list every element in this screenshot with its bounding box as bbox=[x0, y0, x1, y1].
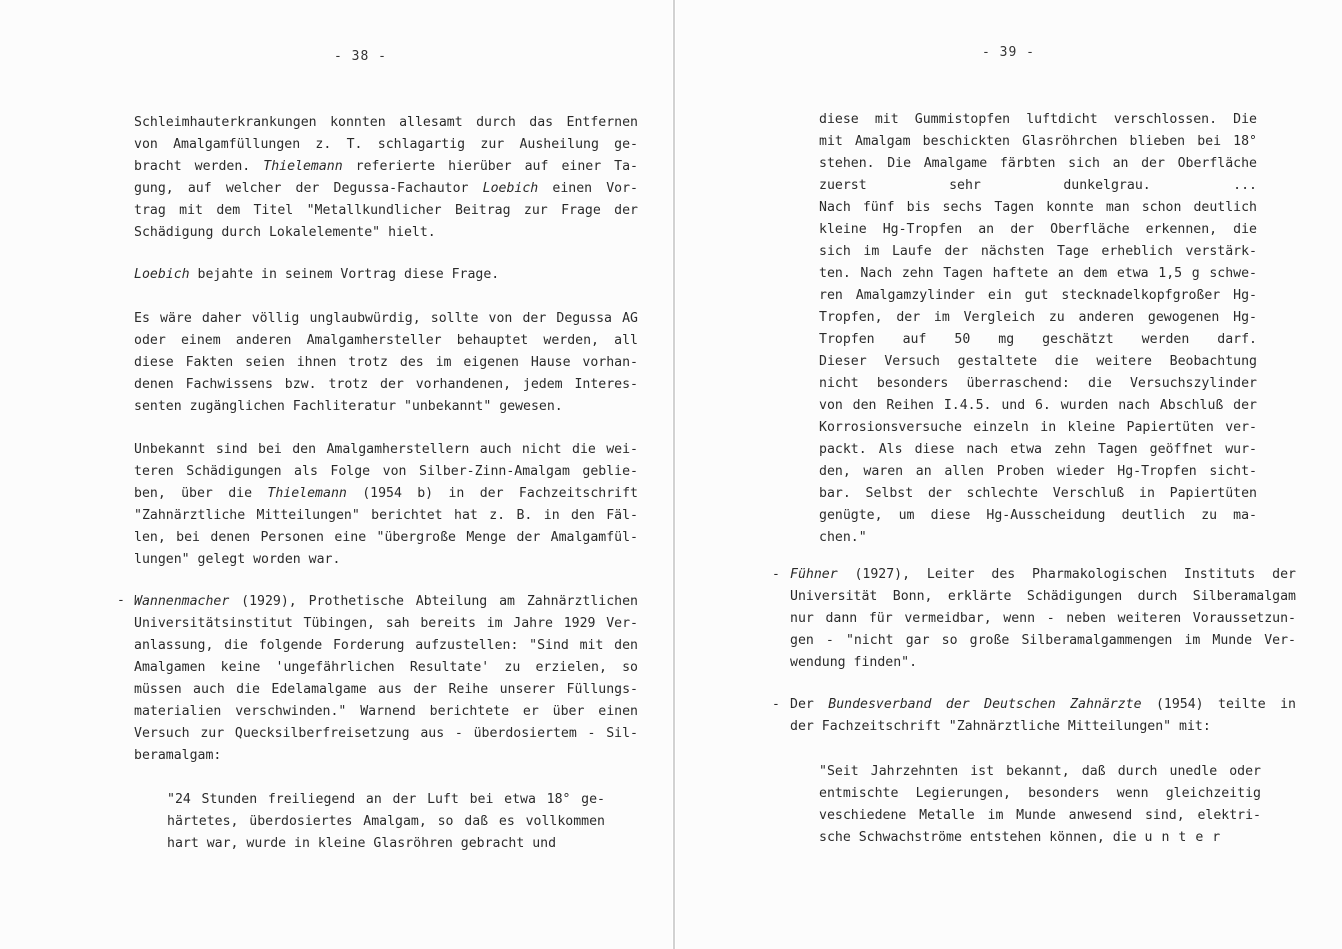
text-line: zuerst sehr dunkelgrau. ... bbox=[819, 178, 1257, 193]
text-line: Dieser Versuch gestaltete die weitere Beobachtung bbox=[819, 354, 1257, 369]
text-line: packt. Als diese nach etwa zehn Tagen geöffnet wur- bbox=[819, 442, 1257, 457]
text-line: sche Schwachströme entstehen können, die unter bbox=[819, 830, 1230, 845]
text-line: den, waren an allen Proben wieder Hg-Tropfen sicht- bbox=[819, 464, 1257, 479]
text-line: bracht werden. Thielemann referierte hierüber auf einer Ta- bbox=[134, 159, 638, 174]
paragraph-2 bbox=[134, 264, 638, 286]
text-line: stehen. Die Amalgame färbten sich an der Oberfläche bbox=[819, 156, 1257, 171]
italic-name: Thielemann bbox=[267, 486, 347, 501]
italic-name: Wannenmacher bbox=[134, 594, 230, 609]
bullet-dash: - bbox=[772, 697, 780, 712]
bullet-dash: - bbox=[772, 567, 780, 582]
bullet-bundesverband bbox=[790, 694, 1296, 738]
text-line: entmischte Legierungen, besonders wenn gleichzeitig bbox=[819, 786, 1261, 801]
italic-name: Thielemann bbox=[263, 159, 343, 174]
text-line: härtetes, überdosiertes Amalgam, so daß es vollkommen bbox=[167, 814, 605, 829]
text-line: gung, auf welcher der Degussa-Fachautor Loebich einen Vor- bbox=[134, 181, 638, 196]
text-line: oder einem anderen Amalgamhersteller behauptet werden, all bbox=[134, 333, 638, 348]
text-line: von den Reihen I.4.5. und 6. wurden nach Abschluß der bbox=[819, 398, 1257, 413]
text-line: veschiedene Metalle im Munde anwesend sind, elektri- bbox=[819, 808, 1261, 823]
text-line: genügte, um diese Hg-Ausscheidung deutlich zu ma- bbox=[819, 508, 1257, 523]
text-line: Unbekannt sind bei den Amalgamherstellern auch nicht die wei- bbox=[134, 442, 638, 457]
text-line: nur dann für vermeidbar, wenn - neben weiteren Voraussetzun- bbox=[790, 611, 1296, 626]
bullet-wannenmacher bbox=[134, 591, 638, 767]
spaced-emphasis: unter bbox=[1144, 830, 1230, 845]
text-line: Wannenmacher (1929), Prothetische Abteilung am Zahnärztlichen bbox=[134, 594, 638, 609]
text-line: ben, über die Thielemann (1954 b) in der Fachzeitschrift bbox=[134, 486, 638, 501]
text-line: nicht besonders überraschend: die Versuchszylinder bbox=[819, 376, 1257, 391]
italic-name: Loebich bbox=[134, 267, 190, 282]
text-line: bar. Selbst der schlechte Verschluß in Papiertüten bbox=[819, 486, 1257, 501]
text-line: Korrosionsversuche einzeln in kleine Papiertüten ver- bbox=[819, 420, 1257, 435]
text-line: der Fachzeitschrift "Zahnärztliche Mitteilungen" mit: bbox=[790, 719, 1211, 734]
text-line: Loebich bejahte in seinem Vortrag diese Frage. bbox=[134, 267, 500, 282]
text-line: Amalgamen keine 'ungefährlichen Resultate' zu erzielen, so bbox=[134, 660, 638, 675]
page-number: - 39 - bbox=[982, 45, 1035, 60]
text-line: len, bei denen Personen eine "übergroße Menge der Amalgamfül- bbox=[134, 530, 638, 545]
italic-name: Bundesverband der Deutschen Zahnärzte bbox=[828, 697, 1142, 712]
text-line: materialien verschwinden." Warnend berichtete er über einen bbox=[134, 704, 638, 719]
text-line: Schleimhauterkrankungen konnten allesamt durch das Entfernen bbox=[134, 115, 638, 130]
text-line: "Zahnärztliche Mitteilungen" berichtet hat z. B. in den Fäl- bbox=[134, 508, 638, 523]
text-line: gen - "nicht gar so große Silberamalgammengen im Munde Ver- bbox=[790, 633, 1296, 648]
text-line: Schädigung durch Lokalelemente" hielt. bbox=[134, 225, 436, 240]
text-line: anlassung, die folgende Forderung aufzustellen: "Sind mit den bbox=[134, 638, 638, 653]
italic-name: Loebich bbox=[482, 181, 539, 196]
text-line: von Amalgamfüllungen z. T. schlagartig zur Ausheilung ge- bbox=[134, 137, 638, 152]
text-line: "Seit Jahrzehnten ist bekannt, daß durch unedle oder bbox=[819, 764, 1261, 779]
text-line: müssen auch die Edelamalgame aus der Reihe unserer Füllungs- bbox=[134, 682, 638, 697]
text-line: "24 Stunden freiliegend an der Luft bei etwa 18° ge- bbox=[167, 792, 605, 807]
quote-block-2 bbox=[819, 761, 1261, 849]
quote-block-1 bbox=[167, 789, 605, 855]
text-line: Es wäre daher völlig unglaubwürdig, sollte von der Degussa AG bbox=[134, 311, 638, 326]
text-line: hart war, wurde in kleine Glasröhren gebracht und bbox=[167, 836, 557, 851]
text-line: diese mit Gummistopfen luftdicht verschlossen. Die bbox=[819, 112, 1257, 127]
right-page bbox=[676, 0, 1342, 949]
text-line: sich im Laufe der nächsten Tage erheblich verstärk- bbox=[819, 244, 1257, 259]
text-line: ten. Nach zehn Tagen haftete an dem etwa 1,5 g schwe- bbox=[819, 266, 1257, 281]
text-line: chen." bbox=[819, 530, 867, 545]
text-line: wendung finden". bbox=[790, 655, 918, 670]
paragraph-4 bbox=[134, 439, 638, 571]
page-number: - 38 - bbox=[334, 49, 387, 64]
text-line: mit Amalgam beschickten Glasröhrchen blieben bei 18° bbox=[819, 134, 1257, 149]
text-line: Der Bundesverband der Deutschen Zahnärzte (1954) teilte in bbox=[790, 697, 1296, 712]
text-line: Universität Bonn, erklärte Schädigungen durch Silberamalgam bbox=[790, 589, 1296, 604]
text-line: trag mit dem Titel "Metallkundlicher Beitrag zur Frage der bbox=[134, 203, 638, 218]
text-line: kleine Hg-Tropfen an der Oberfläche erkennen, die bbox=[819, 222, 1257, 237]
paragraph-1 bbox=[134, 112, 638, 244]
text-line: Tropfen, der im Vergleich zu anderen gewogenen Hg- bbox=[819, 310, 1257, 325]
paragraph-3 bbox=[134, 308, 638, 418]
text-line: lungen" gelegt worden war. bbox=[134, 552, 341, 567]
text-line: beramalgam: bbox=[134, 748, 222, 763]
text-line: senten zugänglichen Fachliteratur "unbekannt" gewesen. bbox=[134, 399, 563, 414]
text-line: denen Fachwissens bzw. trotz der vorhandenen, jedem Interes- bbox=[134, 377, 638, 392]
text-line: Nach fünf bis sechs Tagen konnte man schon deutlich bbox=[819, 200, 1257, 215]
bullet-fuehner bbox=[790, 564, 1296, 674]
text-line: diese Fakten seien ihnen trotz des im eigenen Hause vorhan- bbox=[134, 355, 638, 370]
book-gutter bbox=[673, 0, 675, 949]
text-line: Versuch zur Quecksilberfreisetzung aus - überdosiertem - Sil- bbox=[134, 726, 638, 741]
text-line: Fühner (1927), Leiter des Pharmakologischen Instituts der bbox=[790, 567, 1296, 582]
quote-continuation bbox=[819, 109, 1257, 549]
bullet-dash: - bbox=[117, 593, 125, 608]
italic-name: Fühner bbox=[790, 567, 838, 582]
text-line: ren Amalgamzylinder ein gut stecknadelkopfgroßer Hg- bbox=[819, 288, 1257, 303]
text-line: teren Schädigungen als Folge von Silber-Zinn-Amalgam geblie- bbox=[134, 464, 638, 479]
text-line: Universitätsinstitut Tübingen, sah bereits im Jahre 1929 Ver- bbox=[134, 616, 638, 631]
text-line: Tropfen auf 50 mg geschätzt werden darf. bbox=[819, 332, 1257, 347]
